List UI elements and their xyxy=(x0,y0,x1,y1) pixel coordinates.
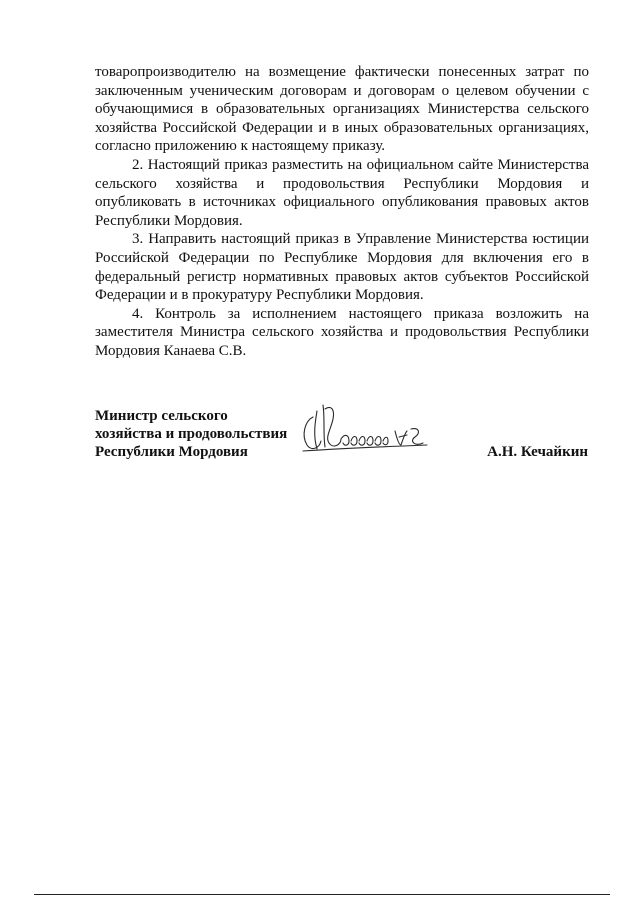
signature-block xyxy=(95,407,589,467)
signatory-title-line-1: Министр сельского xyxy=(95,408,228,424)
paragraph-item-3: 3. Направить настоящий приказ в Управление Министерства юстиции Российской Федерации по Республике Мордовия для включения его в федеральный регистр нормативных правовых актов субъектов Российской Федерации и в прокуратуру Республики Мордовия. xyxy=(95,231,589,304)
document-body xyxy=(95,63,589,361)
paragraph-item-2: 2. Настоящий приказ разместить на официальном сайте Министерства сельского хозяйства и продовольствия Республики Мордовия и опубликовать в источниках официального опубликования правовых актов Республики Мордовия. xyxy=(95,156,589,229)
paragraph-continuation: товаропроизводителю на возмещение фактически понесенных затрат по заключенным ученическим договорам и договорам о целевом обучении с обучающимися в образовательных организациях Министерства сельского хозяйства Российской Федерации и в иных образовательных организациях, согласно приложению к настоящему приказу. xyxy=(95,64,589,155)
page-bottom-rule xyxy=(34,894,610,895)
paragraph-item-4: 4. Контроль за исполнением настоящего приказа возложить на заместителя Министра сельского хозяйства и продовольствия Республики Мордовия Канаева С.В. xyxy=(95,305,589,359)
signatory-title-line-2: хозяйства и продовольствия xyxy=(95,426,288,442)
signatory-title xyxy=(95,407,315,461)
signatory-title-line-3: Республики Мордовия xyxy=(95,444,248,460)
handwritten-signature xyxy=(295,399,435,459)
signatory-name: А.Н. Кечайкин xyxy=(487,444,588,460)
